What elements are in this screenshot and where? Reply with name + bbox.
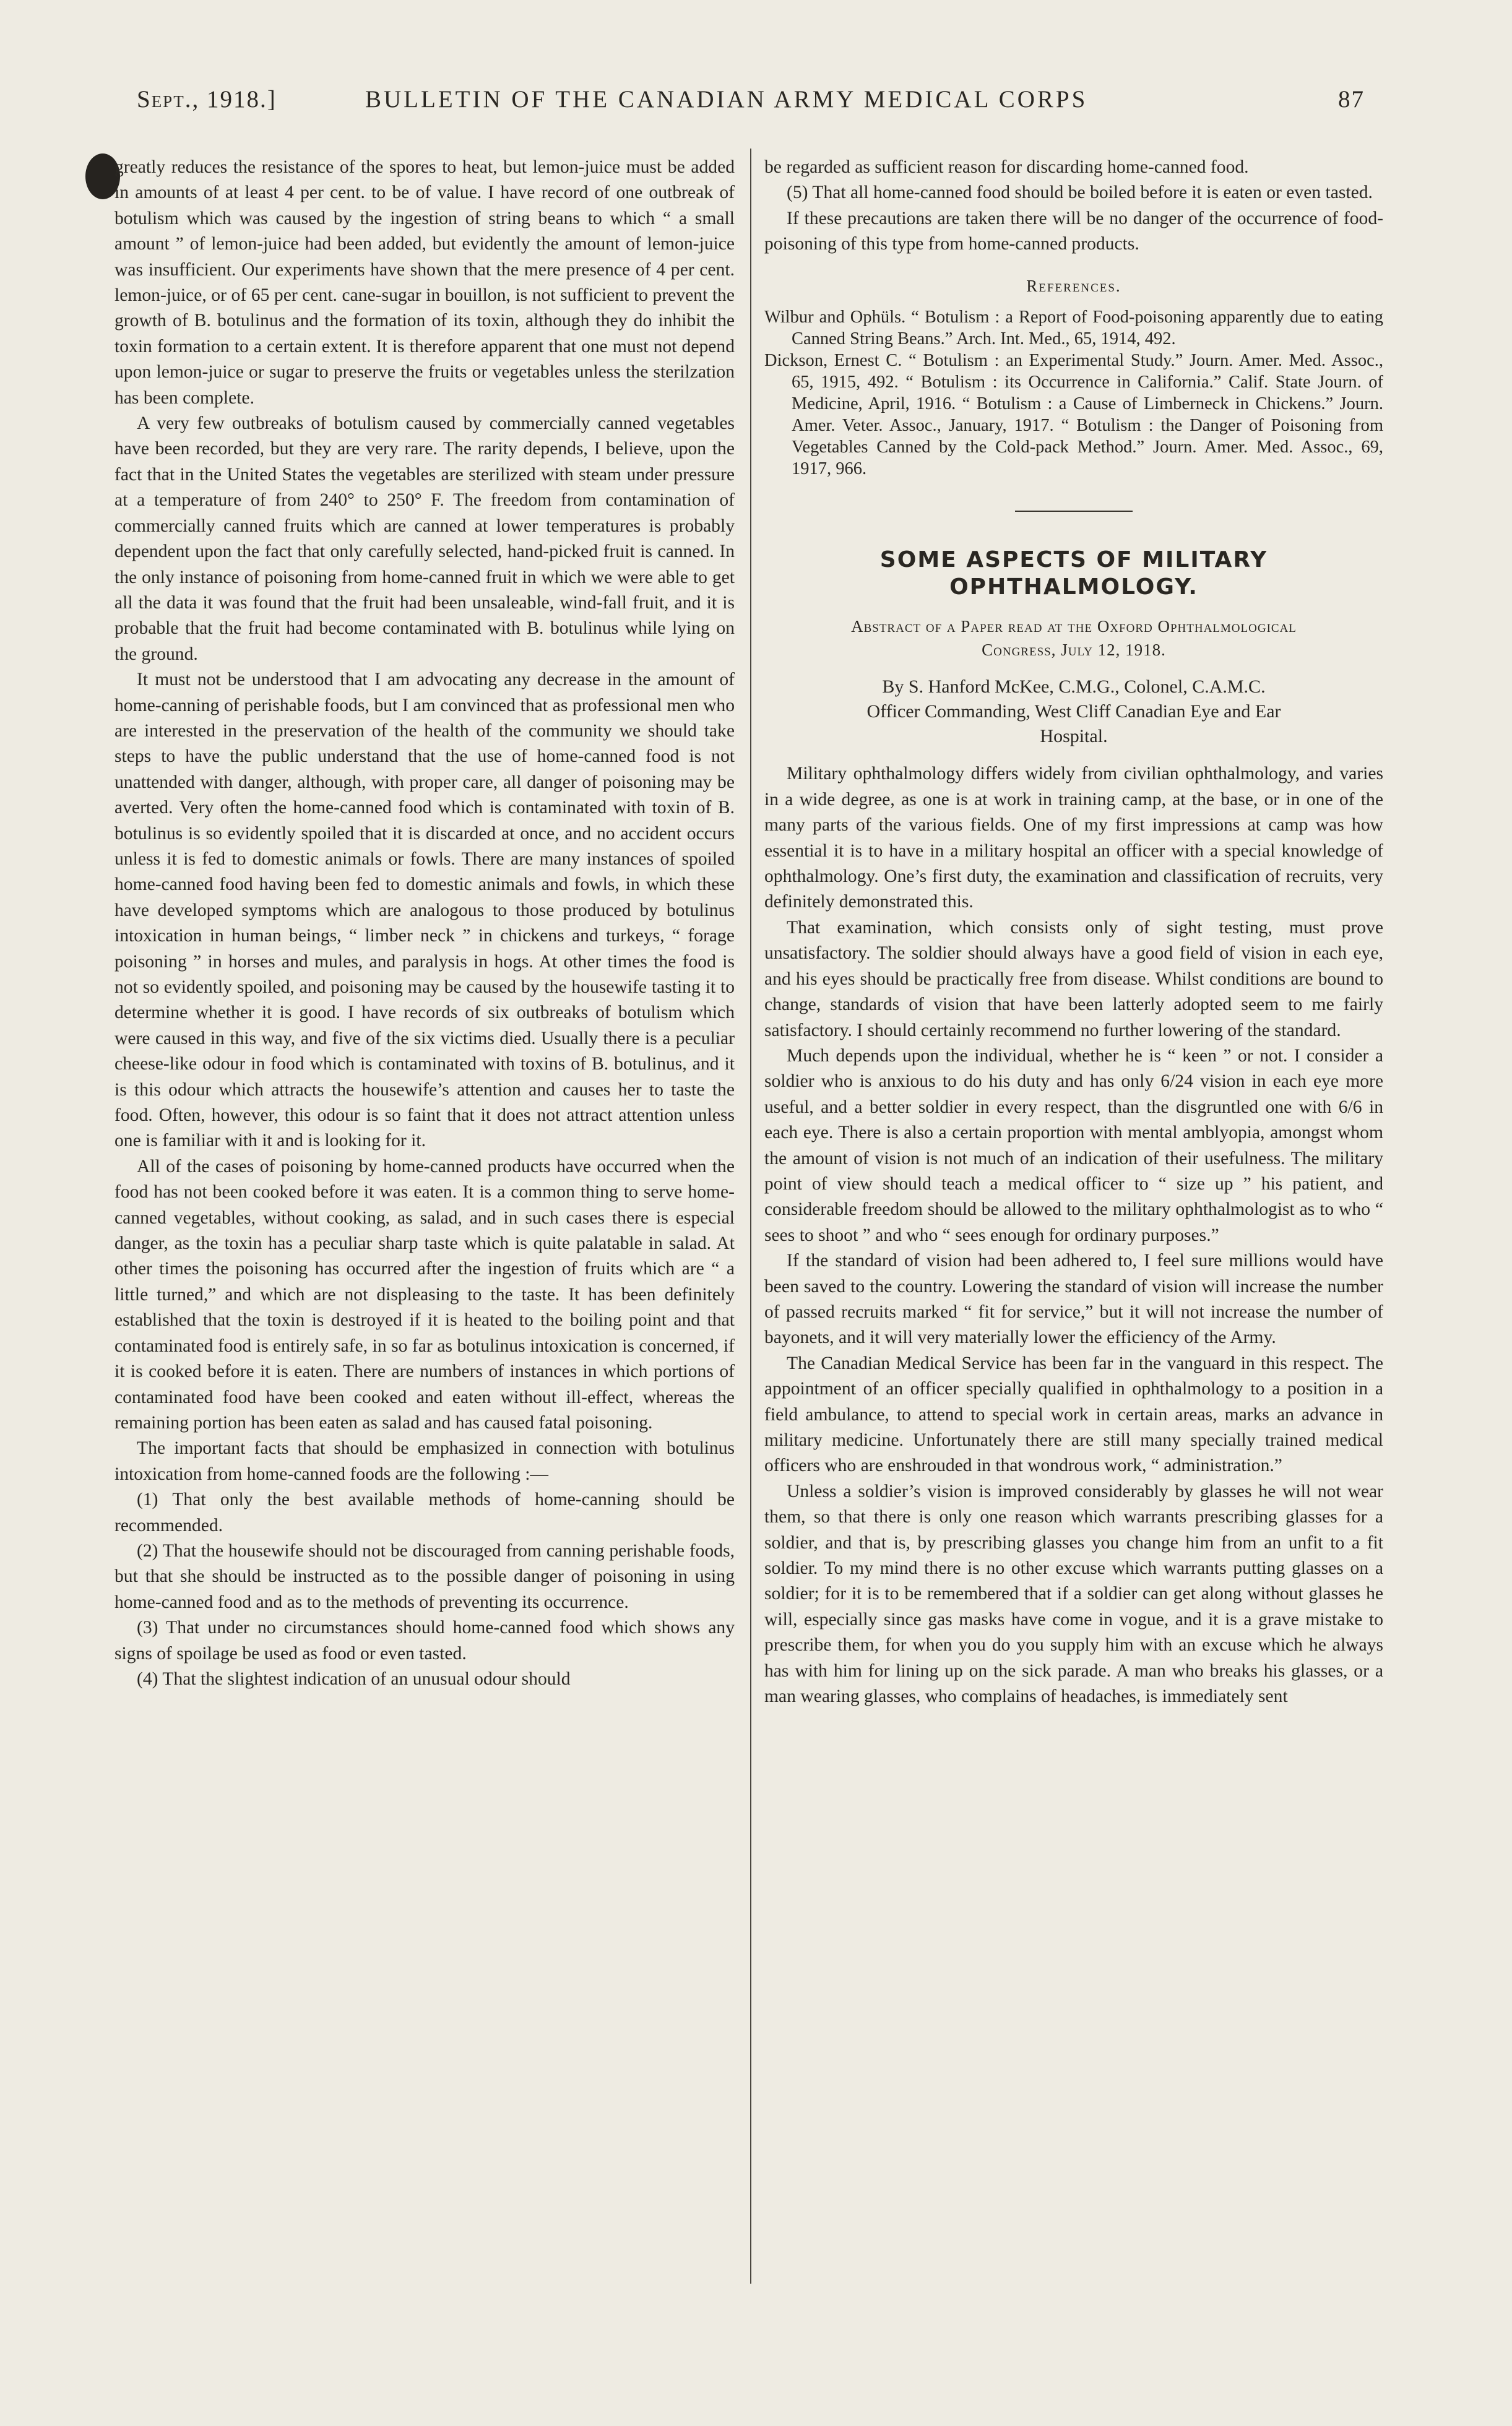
paragraph: be regarded as sufficient reason for discarding home-canned food. — [764, 157, 1249, 177]
abstract-note — [764, 615, 1383, 662]
paragraph: If these precautions are taken there will be no danger of the occurrence of food-poisoning of this type from home-canned products. — [764, 208, 1383, 254]
journal-title: BULLETIN OF THE CANADIAN ARMY MEDICAL CORPS — [365, 86, 1088, 113]
issue-date: Sept., 1918.] — [137, 86, 277, 113]
abstract-note-line: Abstract of a Paper read at the Oxford Ophthalmological — [851, 617, 1297, 636]
paragraph: All of the cases of poisoning by home-canned products have occurred when the food has not been cooked before it was eaten. It is a common thing to serve home-canned vegetables, without cooking, as salad, and in such cases there is especial danger, as the toxin has a peculiar sharp taste which is quite palatable in salad. At other times the poisoning has occurred after the ingestion of fruits which are “ a little turned,” and which are not displeasing to the taste. It has been definitely established that the toxin is destroyed if it is heated to the boiling point and that contaminated food is entirely safe, in so far as botulinus intoxication is concerned, if it is cooked before it is eaten. There are numbers of instances in which portions of contaminated food have been cooked and eaten without ill-effect, whereas the remaining portion has been eaten as salad and has caused fatal poisoning. — [114, 1156, 735, 1433]
paragraph: It must not be understood that I am advocating any decrease in the amount of home-canning of perishable foods, but I am convinced that as professional men who are interested in the preservation of the health of the community we should take steps to have the public understand that the use of home-canned food is not unattended with danger, although, with proper care, all danger of poisoning may be averted. Very often the home-canned food which is contaminated with toxin of B. botulinus is so evidently spoiled that it is discarded at once, and no accident occurs unless it is fed to domestic animals or fowls. There are many instances of spoiled home-canned food having been fed to domestic animals and fowls, in which these have developed symptoms which are analogous to those produced by botulinus intoxication in human beings, “ limber neck ” in chickens and turkeys, “ forage poisoning ” in horses and mules, and paralysis in hogs. At other times the food is not so evidently spoiled, and poisoning may be caused by the housewife tasting it to determine whether it is good. I have records of six outbreaks of botulism which were caused in this way, and five of the six victims died. Usually there is a peculiar cheese-like odour in food which is contaminated with toxins of B. botulinus, and it is this odour which attracts the housewife’s attention and causes her to taste the food. Often, however, this odour is so faint that it does not attract attention unless one is familiar with it and is looking for it. — [114, 670, 735, 1151]
paragraph: If the standard of vision had been adhered to, I feel sure millions would have been saved to the country. Lowering the standard of vision will increase the number of passed recruits marked “ fit for service,” but it will not increase the number of bayonets, and it will very materially lower the efficiency of the Army. — [764, 1251, 1383, 1348]
paragraph: greatly reduces the resistance of the spores to heat, but lemon-juice must be added in amounts of at least 4 per cent. to be of value. I have record of one outbreak of botulism which was caused by the ingestion of string beans to which “ a small amount ” of lemon-juice had been added, but evidently the amount of lemon-juice was insufficient. Our experiments have shown that the mere presence of 4 per cent. lemon-juice, or of 65 per cent. cane-sugar in bouillon, is not sufficient to prevent the growth of B. botulinus and the formation of its toxin, although they do inhibit the toxin formation to a certain extent. It is therefore apparent that one must not depend upon lemon-juice or sugar to preserve the fruits or vegetables unless the sterilzation has been complete. — [114, 157, 735, 408]
affiliation-line: Hospital. — [1040, 726, 1108, 747]
abstract-note-line: Congress, July 12, 1918. — [982, 641, 1166, 660]
paragraph: That examination, which consists only of sight testing, must prove unsatisfactory. The soldier should always have a good field of vision in each eye, and his eyes should be practically free from disease. Whilst conditions are bound to change, standards of vision that have been latterly adopted seem to me fairly satisfactory. I should certainly recommend no further lowering of the standard. — [764, 917, 1383, 1040]
article-title-line: SOME ASPECTS OF MILITARY — [879, 547, 1268, 573]
affiliation-line: Officer Commanding, West Cliff Canadian Eye and Ear — [866, 701, 1281, 722]
paragraph: A very few outbreaks of botulism caused by commercially canned vegetables have been recorded, but they are very rare. The rarity depends, I believe, upon the fact that in the United States the vegetables are sterilized with steam under pressure at a temperature of from 240° to 250° F. The freedom from contamination of commercially canned fruits which are canned at lower temperatures is probably dependent upon the fact that only carefully selected, hand-picked fruit is canned. In the only instance of poisoning from home-canned fruit in which we were able to get all the data it was found that the fruit had been unsaleable, wind-fall fruit, and it is probable that the fruit had become contaminated with B. botulinus while lying on the ground. — [114, 413, 735, 664]
paragraph: The important facts that should be emphasized in connection with botulinus intoxication from home-canned foods are the following :— — [114, 1438, 735, 1484]
reference-item: Wilbur and Ophüls. “ Botulism : a Report of Food-poisoning apparently due to eating Canned String Beans.” Arch. Int. Med., 65, 1914, 492. — [764, 308, 1383, 349]
page-number: 87 — [1338, 86, 1365, 113]
reference-item: Dickson, Ernest C. “ Botulism : an Experimental Study.” Journ. Amer. Med. Assoc., 65, 1915, 492. “ Botulism : its Occurrence in California.” Calif. State Journ. of Medicine, April, 1916. “ Botulism : a Cause of Limberneck in Chickens.” Journ. Amer. Veter. Assoc., January, 1917. “ Botulism : the Danger of Poisoning from Vegetables Canned by the Cold-pack Method.” Journ. Amer. Med. Assoc., 69, 1917, 966. — [764, 351, 1383, 479]
list-item: (5) That all home-canned food should be boiled before it is eaten or even tasted. — [787, 183, 1373, 203]
section-divider — [1015, 511, 1133, 512]
right-column — [764, 155, 1383, 1709]
list-item: (3) That under no circumstances should home-canned food which shows any signs of spoilage be used as food or even tasted. — [114, 1618, 735, 1664]
column-divider — [750, 149, 751, 2284]
author-affiliation — [764, 699, 1383, 749]
article-title — [764, 546, 1383, 601]
list-item: (1) That only the best available methods of home-canning should be recommended. — [114, 1490, 735, 1535]
running-header — [133, 85, 1371, 123]
paragraph: Much depends upon the individual, whether he is “ keen ” or not. I consider a soldier who is anxious to do his duty and has only 6/24 vision in each eye more useful, and a better soldier in every respect, than the disgruntled one with 6/6 in each eye. There is also a certain proportion with mental amblyopia, amongst whom the amount of vision is not much of an indication of their usefulness. The military point of view should teach a medical officer to “ size up ” his patient, and considerable freedom should be allowed to the military ophthalmologist as to who “ sees to shoot ” and who “ sees enough for ordinary purposes.” — [764, 1045, 1383, 1245]
article-title-line: OPHTHALMOLOGY. — [949, 574, 1198, 600]
paragraph: The Canadian Medical Service has been far in the vanguard in this respect. The appointment of an officer specially qualified in ophthalmology to a position in a field ambulance, to attend to special work in certain areas, marks an advance in military medicine. Unfortunately there are still many specially trained medical officers who are enshrouded in that wondrous work, “ administration.” — [764, 1353, 1383, 1476]
left-column — [114, 155, 735, 1692]
paragraph: Unless a soldier’s vision is improved considerably by glasses he will not wear them, so that there is only one reason which warrants prescribing glasses for a soldier, and that is, by prescribing glasses you change him from an unfit to a fit soldier. To my mind there is no other excuse which warrants putting glasses on a soldier; for it is to be remembered that if a soldier can get along without glasses he will, especially since gas masks have come in vogue, and it is a grave mistake to prescribe them, for when you do you supply him with an excuse which he always has with him for lining up on the sick parade. A man who breaks his glasses, or a man wearing glasses, who complains of headaches, is immediately sent — [764, 1481, 1383, 1707]
list-item: (2) That the housewife should not be discouraged from canning perishable foods, but that she should be instructed as to the possible danger of poisoning in using home-canned food and as to the methods of preventing its occurrence. — [114, 1540, 735, 1612]
references-heading: References. — [1026, 276, 1121, 295]
author-byline: By S. Hanford McKee, C.M.G., Colonel, C.A.M.C. — [882, 676, 1266, 697]
paragraph: Military ophthalmology differs widely from civilian ophthalmology, and varies in a wide degree, as one is at work in training camp, at the base, or in one of the many parts of the various fields. One of my first impressions at camp was how essential it is to have in a military hospital an officer with a special knowledge of ophthalmology. One’s first duty, the examination and classification of recruits, very definitely demonstrated this. — [764, 764, 1383, 912]
list-item: (4) That the slightest indication of an unusual odour should — [137, 1668, 571, 1689]
